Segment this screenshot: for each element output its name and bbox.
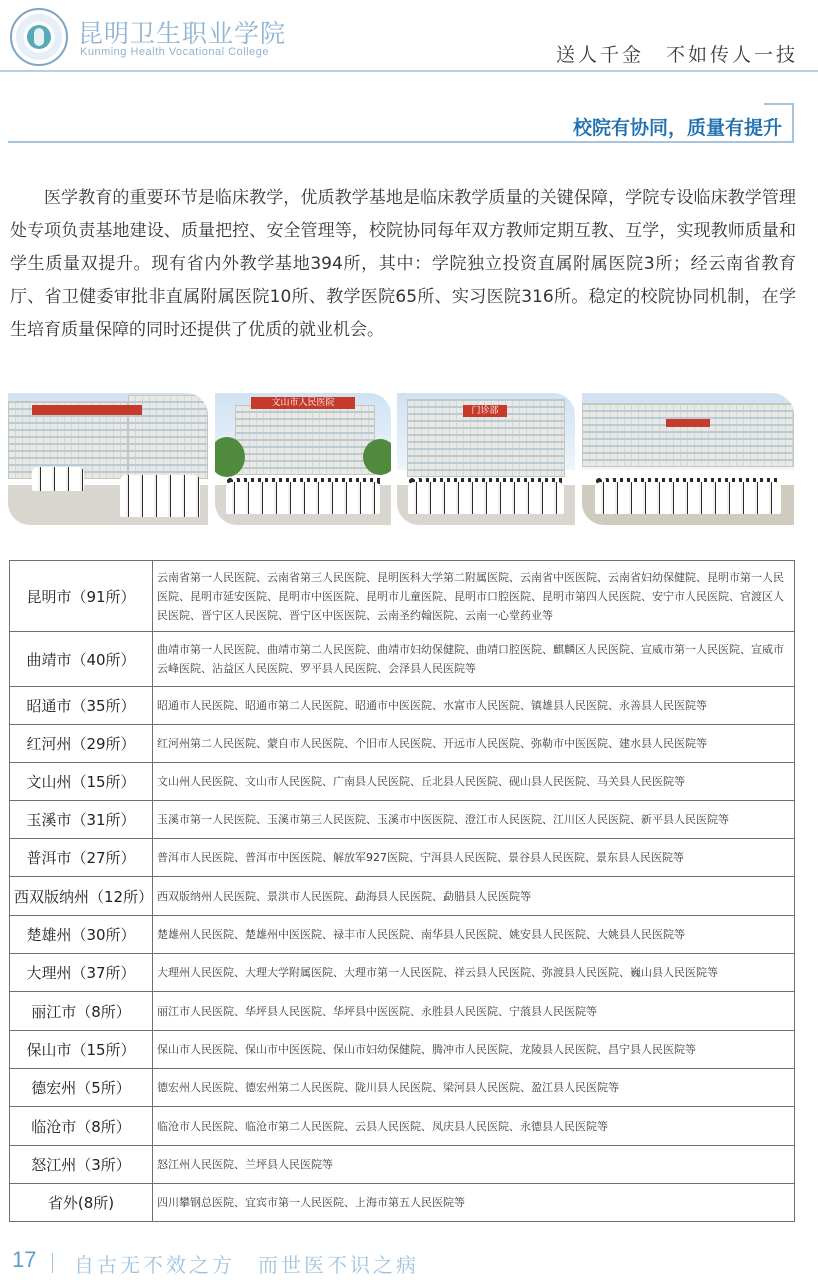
hospitals-cell: 怒江州人民医院、兰坪县人民医院等 — [153, 1146, 795, 1184]
table-row — [10, 992, 795, 1031]
hospitals-cell: 红河州第二人民医院、蒙自市人民医院、个旧市人民医院、开远市人民医院、弥勒市中医医院、建水县人民医院等 — [153, 725, 795, 763]
college-logo-icon — [10, 8, 68, 66]
page-header — [0, 0, 818, 78]
table-row — [10, 687, 795, 725]
table-row — [10, 839, 795, 877]
table-row — [10, 632, 795, 687]
city-cell: 丽江市（8所） — [10, 992, 153, 1031]
table-row — [10, 916, 795, 954]
hospitals-cell: 临沧市人民医院、临沧市第二人民医院、云县人民医院、凤庆县人民医院、永德县人民医院等 — [153, 1107, 795, 1146]
table-row — [10, 1184, 795, 1222]
city-cell: 曲靖市（40所） — [10, 632, 153, 687]
photo-strip — [8, 393, 794, 525]
city-cell: 德宏州（5所） — [10, 1069, 153, 1107]
table-row — [10, 725, 795, 763]
table-row — [10, 954, 795, 992]
table-row — [10, 561, 795, 632]
table-row — [10, 1107, 795, 1146]
city-cell: 保山市（15所） — [10, 1031, 153, 1069]
hospitals-cell: 曲靖市第一人民医院、曲靖市第二人民医院、曲靖市妇幼保健院、曲靖口腔医院、麒麟区人民医院、宣威市第一人民医院、宣威市云峰医院、沾益区人民医院、罗平县人民医院、会泽县人民医院等 — [153, 632, 795, 687]
hospitals-cell: 文山州人民医院、文山市人民医院、广南县人民医院、丘北县人民医院、砚山县人民医院、马关县人民医院等 — [153, 763, 795, 801]
section-title-frame — [8, 103, 794, 143]
hospitals-cell: 保山市人民医院、保山市中医医院、保山市妇幼保健院、腾冲市人民医院、龙陵县人民医院、昌宁县人民医院等 — [153, 1031, 795, 1069]
section-underline — [8, 141, 794, 143]
city-cell: 西双版纳州（12所） — [10, 877, 153, 916]
hospital-table — [9, 560, 795, 1222]
footer-motto: 自古无不效之方 而世医不识之病 — [74, 1253, 419, 1277]
city-cell: 怒江州（3所） — [10, 1146, 153, 1184]
city-cell: 玉溪市（31所） — [10, 801, 153, 839]
hospital-sign-2: 门诊部 — [463, 405, 507, 417]
hospitals-cell: 丽江市人民医院、华坪县人民医院、华坪县中医医院、永胜县人民医院、宁蒗县人民医院等 — [153, 992, 795, 1031]
page-footer — [0, 1245, 818, 1280]
city-cell: 红河州（29所） — [10, 725, 153, 763]
hospitals-cell: 云南省第一人民医院、云南省第三人民医院、昆明医科大学第二附属医院、云南省中医医院、云南省妇幼保健院、昆明市第一人民医院、昆明市延安医院、昆明市中医医院、昆明市儿童医院、昆明市口腔医院、昆明市第四人民医院、安宁市人民医院、官渡区人民医院、晋宁区人民医院、晋宁区中医医院、云南圣约翰医院、云南一心堂药业等 — [153, 561, 795, 632]
logo-emblem — [27, 25, 51, 49]
city-cell: 临沧市（8所） — [10, 1107, 153, 1146]
section-title: 校院有协同，质量有提升 — [572, 117, 782, 139]
hospitals-cell: 西双版纳州人民医院、景洪市人民医院、勐海县人民医院、勐腊县人民医院等 — [153, 877, 795, 916]
hospitals-cell: 昭通市人民医院、昭通市第二人民医院、昭通市中医医院、水富市人民医院、镇雄县人民医院、永善县人民医院等 — [153, 687, 795, 725]
city-cell: 楚雄州（30所） — [10, 916, 153, 954]
hospitals-cell: 玉溪市第一人民医院、玉溪市第三人民医院、玉溪市中医医院、澄江市人民医院、江川区人民医院、新平县人民医院等 — [153, 801, 795, 839]
hospitals-cell: 德宏州人民医院、德宏州第二人民医院、陇川县人民医院、梁河县人民医院、盈江县人民医院等 — [153, 1069, 795, 1107]
header-motto: 送人千金 不如传人一技 — [555, 44, 798, 66]
city-cell: 普洱市（27所） — [10, 839, 153, 877]
footer-divider — [52, 1253, 53, 1273]
city-cell: 昆明市（91所） — [10, 561, 153, 632]
header-divider — [0, 70, 818, 72]
college-name-cn: 昆明卫生职业学院 — [78, 19, 287, 48]
table-row — [10, 801, 795, 839]
city-cell: 文山州（15所） — [10, 763, 153, 801]
city-cell: 省外(8所) — [10, 1184, 153, 1222]
hospitals-cell: 楚雄州人民医院、楚雄州中医医院、禄丰市人民医院、南华县人民医院、姚安县人民医院、大姚县人民医院等 — [153, 916, 795, 954]
city-cell: 大理州（37所） — [10, 954, 153, 992]
college-name-en: Kunming Health Vocational College — [80, 46, 269, 58]
city-cell: 昭通市（35所） — [10, 687, 153, 725]
photo-hospital-1 — [8, 393, 208, 525]
hospitals-cell: 四川攀钢总医院、宜宾市第一人民医院、上海市第五人民医院等 — [153, 1184, 795, 1222]
intro-paragraph: 医学教育的重要环节是临床教学，优质教学基地是临床教学质量的关键保障，学院专设临床教学管理处专项负责基地建设、质量把控、安全管理等，校院协同每年双方教师定期互教、互学，实现教师质量和学生质量双提升。现有省内外教学基地394所，其中：学院独立投资直属附属医院3所；经云南省教育厅、省卫健委审批非直属附属医院10所、教学医院65所、实习医院316所。稳定的校院协同机制，在学生培育质量保障的同时还提供了优质的就业机会。 — [10, 188, 796, 340]
table-row — [10, 1069, 795, 1107]
table-row — [10, 1031, 795, 1069]
hospital-sign: 文山市人民医院 — [251, 397, 355, 409]
photo-hospital-2 — [215, 393, 391, 525]
table-row — [10, 763, 795, 801]
table-row — [10, 1146, 795, 1184]
photo-hospital-4 — [582, 393, 794, 525]
photo-hospital-3 — [397, 393, 575, 525]
hospitals-cell: 普洱市人民医院、普洱市中医医院、解放军927医院、宁洱县人民医院、景谷县人民医院、景东县人民医院等 — [153, 839, 795, 877]
hospitals-cell: 大理州人民医院、大理大学附属医院、大理市第一人民医院、祥云县人民医院、弥渡县人民医院、巍山县人民医院等 — [153, 954, 795, 992]
page-number: 17 — [12, 1247, 37, 1272]
table-row — [10, 877, 795, 916]
